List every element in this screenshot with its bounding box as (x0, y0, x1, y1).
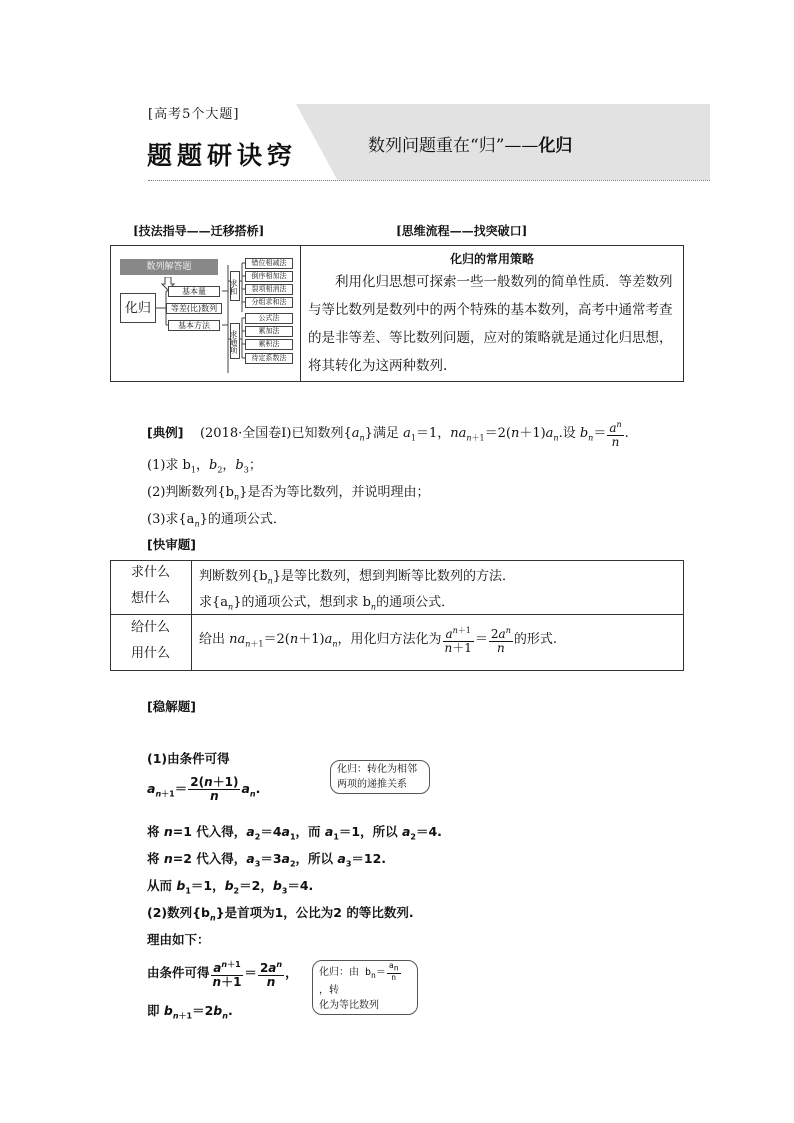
flowchart-leaf: 倒序相加法 (245, 271, 293, 282)
solution-formula-recursion: $a_{n+1}=$ $\frac{2(n+1)}{n}$ $a_n$. (147, 775, 261, 803)
example-label: [典例] (147, 425, 184, 440)
solution-step-n2-a: 将 (147, 851, 164, 866)
flowchart-leaf: 分组求和法 (245, 297, 293, 308)
callout-geometric (312, 960, 418, 1015)
callout-geometric-post: ，转 (319, 984, 339, 996)
table-head-ask: 求什么 (130, 565, 170, 580)
solution-step-n1-d: ，所以 (360, 824, 402, 839)
question-3: (3)求$\{a_n\}$的通项公式． (147, 512, 286, 529)
table-row-divider (110, 614, 684, 615)
solution-condition-text: 由条件可得 (147, 965, 210, 980)
solution-step-b-values: 从而 $b_1=1$，$b_2=2$，$b_3=4$. (147, 878, 314, 896)
table-cell-ask-a: 判断数列{b (199, 569, 268, 584)
callout-recursion (330, 760, 430, 794)
strategy-text: 利用化归思想可探索一些一般数列的简单性质．等差数列与等比数列是数列中的两个特殊的基本数列，高考中通常考查的是非等差、等比数列问题，应对的策略就是通过化归思想，将其转化为这两种数列. (308, 274, 673, 374)
solution-condition: 由条件可得 $\frac{a^{n+1}}{n+1}$ ＝ $\frac{2a^n}{n}$ ， (147, 960, 298, 989)
table-cell-give-c: 的形式. (513, 632, 557, 647)
flowchart-leaf: 错位相减法 (245, 258, 293, 269)
example-statement: [典例] (2018·全国卷Ⅰ)已知数列$\{a_n\}$满足 $a_1=1$，$na_{n+1}=2(n+1)a_n$.设 $b_n=$ $\frac{a^n}{n}$ . (147, 420, 629, 449)
strategy-title: 化归的常用策略 (449, 252, 534, 266)
header-topic (368, 131, 572, 156)
solution-step-n1-c: ，而 (295, 824, 325, 839)
section-label-technique: [技法指导——迁移搭桥] (133, 224, 265, 238)
solution-step-n2-b: =2 代入得， (172, 851, 247, 866)
solution-conclusion-text: 即 (147, 1003, 164, 1018)
flowchart-group-sum: 求和 (230, 271, 240, 301)
solution-step-2-b: }是首项为1，公比为2 的等比数列. (215, 905, 414, 920)
table-cell-think-b: }的通项公式，想到求 b (233, 595, 371, 610)
flowchart-node: 等差(比)数列 (166, 303, 222, 314)
table-head-use: 用什么 (130, 646, 170, 661)
solution-step-n2: 将 n=2 代入得，$a_3=3a_2$，所以 $a_3=12$. (147, 851, 387, 869)
flowchart-leaf: 累积法 (245, 339, 293, 350)
table-head-think: 想什么 (130, 591, 170, 606)
flowchart-leaf: 累加法 (245, 326, 293, 337)
callout-recursion-line-2: 两项的递推关系 (337, 779, 407, 790)
table-cell-ask-b: }是等比数列，想到判断等比数列的方法． (272, 569, 516, 584)
callout-geometric-line-1: 化归：由 $b_n=$ $\frac{a_n}{n}$ ，转 (319, 961, 399, 996)
example-source: (2018·全国卷Ⅰ) (199, 426, 292, 441)
solution-step-n2-c: ，所以 (295, 851, 338, 866)
quick-review-label: [快审题] (147, 537, 196, 552)
solution-conclusion: 即 $b_{n+1}=2b_n$. (147, 1003, 233, 1021)
solution-label: [稳解题] (147, 699, 196, 714)
table-cell-think: 求$\{a_n\}$的通项公式，想到求 $b_n$的通项公式． (199, 595, 455, 612)
flowchart-leaf: 待定系数法 (245, 353, 293, 364)
question-2: (2)判断数列$\{b_n\}$是否为等比数列，并说明理由； (147, 485, 430, 502)
header-tag: [高考5个大题] (148, 107, 240, 122)
flowchart-group-general-term: 求通项 (230, 323, 240, 359)
solution-reason: 理由如下： (147, 932, 210, 947)
table-cell-think-c: 的通项公式． (376, 595, 455, 610)
header-topic-prefix: 数列问题重在“归”—— (368, 136, 539, 156)
solution-step-2: (2)数列$\{b_n\}$是首项为1，公比为2 的等比数列. (147, 905, 414, 923)
flowchart-head: 数列解答题 (120, 259, 218, 275)
callout-geometric-line-2: 化为等比数列 (319, 999, 379, 1011)
table-head-give: 给什么 (130, 620, 170, 635)
question-3-text-a: (3)求{a (147, 512, 195, 527)
table-cell-give-b: ，用化归方法化为 (337, 632, 442, 647)
solution-step-n1-b: =1 代入得， (172, 824, 247, 839)
question-1: (1)求 $b_1$，$b_2$，$b_3$； (147, 458, 262, 475)
solution-step-n1-a: 将 (147, 824, 164, 839)
section-label-thinking: [思维流程——找突破口] (396, 224, 528, 238)
flowchart-leaf: 裂项相消法 (245, 284, 293, 295)
table-cell-give: 给出 $na_{n+1}=2(n+1)a_n$，用化归方法化为 $\frac{a^{n+1}}{n+1}$ ＝ $\frac{2a^n}{n}$ 的形式. (199, 626, 557, 655)
solution-step-1: (1)由条件可得 (147, 751, 230, 766)
header-topic-bold: 化归 (538, 136, 573, 156)
table-column-divider (191, 560, 192, 671)
question-1-text: (1)求 b (147, 458, 191, 473)
header-main-title: 题题研诀窍 (147, 141, 298, 170)
question-2-text-b: }是否为等比数列，并说明理由； (239, 485, 430, 500)
question-3-text-b: }的通项公式． (199, 512, 286, 527)
header-divider (148, 180, 710, 181)
table-cell-ask: 判断数列$\{b_n\}$是等比数列，想到判断等比数列的方法． (199, 569, 516, 586)
solution-step-n1: 将 n=1 代入得，$a_2=4a_1$，而 $a_1=1$，所以 $a_2=4$. (147, 824, 442, 842)
callout-geometric-pre: 化归：由 b (319, 966, 372, 978)
table-cell-give-a: 给出 (199, 632, 230, 647)
flowchart-node: 基本量 (168, 286, 220, 297)
flowchart-leaf: 公式法 (245, 313, 293, 324)
solution-step-2-a: (2)数列{b (147, 905, 210, 920)
solution-step-b-values-text: 从而 (147, 878, 177, 893)
callout-recursion-line-1: 化归：转化为相邻 (337, 764, 417, 775)
table-cell-think-a: 求{a (199, 595, 229, 610)
question-2-text-a: (2)判断数列{b (147, 485, 235, 500)
flowchart-node: 基本方法 (168, 320, 220, 331)
flowchart-main-node: 化归 (120, 293, 156, 323)
